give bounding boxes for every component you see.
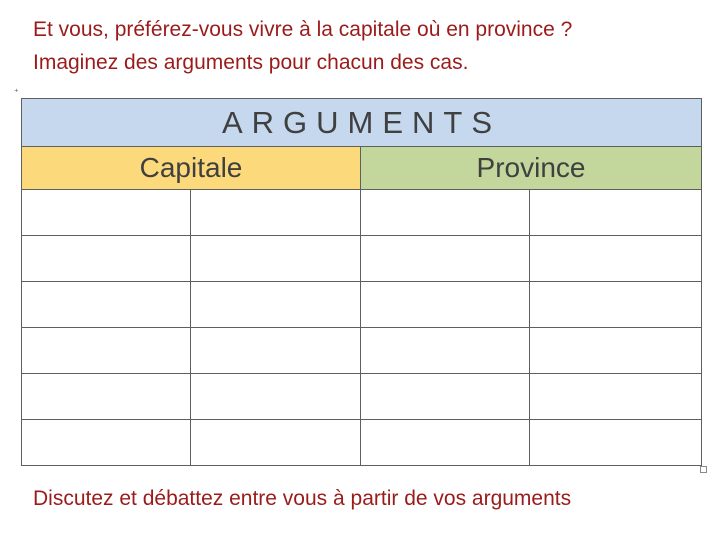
table-title-row — [22, 99, 702, 147]
table-cell[interactable] — [191, 374, 361, 420]
table-cell[interactable] — [361, 190, 530, 236]
table-cell[interactable] — [191, 190, 361, 236]
table-cell[interactable] — [191, 236, 361, 282]
table-cell[interactable] — [191, 282, 361, 328]
table-cell[interactable] — [530, 236, 702, 282]
table-cell[interactable] — [22, 282, 191, 328]
table-anchor-icon: ⁺ — [14, 87, 19, 97]
table-cell[interactable] — [361, 236, 530, 282]
table-cell[interactable] — [191, 328, 361, 374]
table-cell[interactable] — [22, 374, 191, 420]
table-cell[interactable] — [22, 420, 191, 466]
table-cell[interactable] — [530, 420, 702, 466]
table-cell[interactable] — [530, 328, 702, 374]
table-cell[interactable] — [530, 282, 702, 328]
arguments-table — [21, 98, 702, 466]
table-cell[interactable] — [22, 328, 191, 374]
table-cell[interactable] — [22, 190, 191, 236]
table-cell[interactable] — [530, 374, 702, 420]
table-cell[interactable] — [22, 236, 191, 282]
table-cell[interactable] — [361, 282, 530, 328]
table-cell[interactable] — [361, 374, 530, 420]
table-cell[interactable] — [191, 420, 361, 466]
table-row — [22, 374, 702, 420]
instruction-line-2: Imaginez des arguments pour chacun des cas. — [33, 51, 469, 74]
table-row — [22, 282, 702, 328]
column-header-province: Province — [361, 147, 702, 190]
table-cell[interactable] — [361, 420, 530, 466]
instruction-line-1: Et vous, préférez-vous vivre à la capitale où en province ? — [33, 18, 573, 41]
table-row — [22, 420, 702, 466]
table-row — [22, 236, 702, 282]
table-title: ARGUMENTS — [22, 99, 702, 147]
footer-instruction: Discutez et débattez entre vous à partir de vos arguments — [33, 487, 572, 510]
table-row — [22, 328, 702, 374]
table-row — [22, 190, 702, 236]
table-cell[interactable] — [530, 190, 702, 236]
column-header-capitale: Capitale — [22, 147, 361, 190]
table-resize-handle[interactable] — [700, 466, 707, 473]
column-header-row — [22, 147, 702, 190]
table-cell[interactable] — [361, 328, 530, 374]
